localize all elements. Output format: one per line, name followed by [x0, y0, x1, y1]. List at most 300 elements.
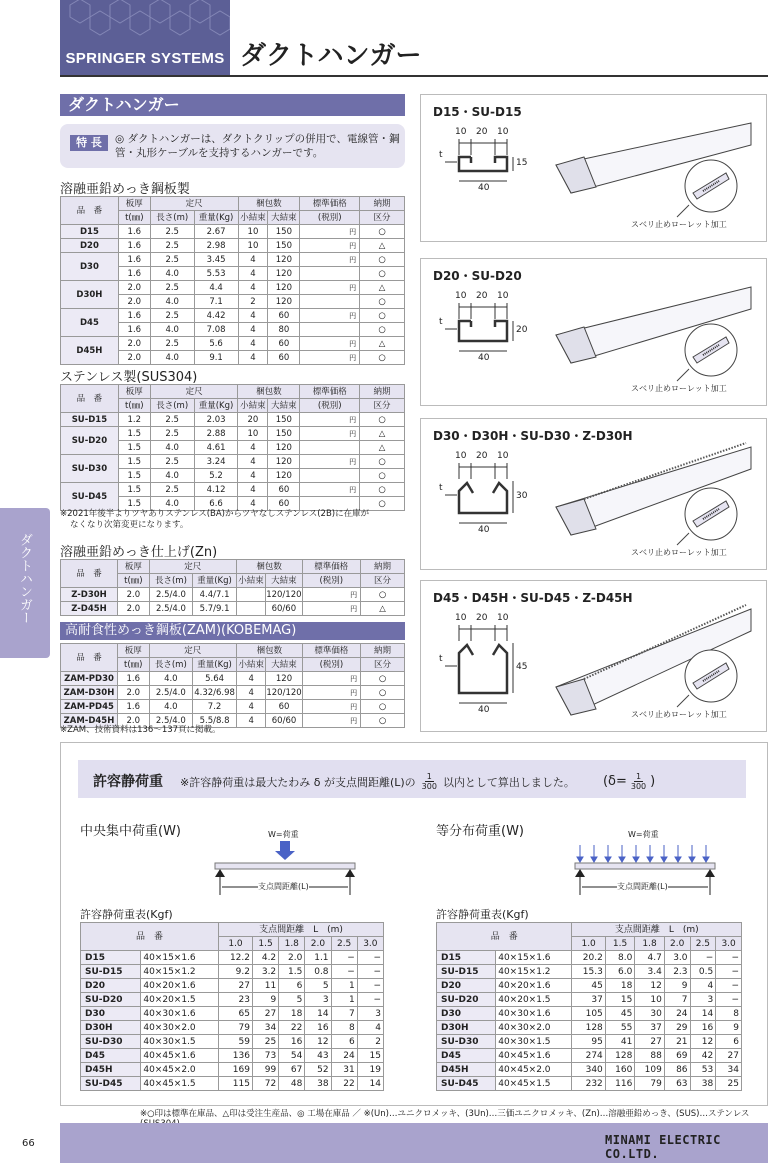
cell-load: 29 — [664, 1021, 690, 1035]
diagram-title: D30・D30H・SU-D30・Z-D30H — [433, 429, 633, 443]
cell-delivery: ○ — [360, 497, 405, 511]
table-row — [437, 993, 742, 1007]
cell-load: 14 — [357, 1077, 383, 1091]
th-delivery: 納期 — [361, 560, 405, 574]
cell-load: 72 — [252, 1077, 278, 1091]
section-title: ダクトハンガー — [60, 94, 405, 116]
stainless-note-line2: なくなり次第変更になります。 — [70, 520, 189, 530]
cell-price: 円 — [302, 700, 360, 714]
cell-part: D45 — [81, 1049, 141, 1063]
cell-part: D15 — [437, 951, 496, 965]
cell-thickness: 2.0 — [118, 351, 150, 365]
cell-part: SU-D15 — [61, 413, 119, 427]
dim-gap: 20 — [476, 127, 488, 137]
cell-large: 60/60 — [266, 602, 302, 616]
cell-load: 9.2 — [219, 965, 253, 979]
cell-load: − — [716, 951, 742, 965]
th-price-tax: (税別) — [302, 574, 361, 588]
th-part: 品 番 — [61, 385, 119, 413]
table-row — [61, 281, 405, 295]
central-w-label: W=荷重 — [268, 830, 299, 839]
table-row — [437, 1049, 742, 1063]
dim-height: 15 — [516, 158, 528, 168]
cell-price: 円 — [300, 455, 360, 469]
table-body — [61, 225, 405, 365]
th-price-tax: (税別) — [300, 211, 360, 225]
th-weight: 重量(Kg) — [193, 658, 237, 672]
cell-part: D45H — [61, 337, 119, 365]
cell-load: 41 — [605, 1035, 635, 1049]
central-span-label: 支点間距離(L) — [258, 882, 309, 891]
dim-width: 40 — [478, 705, 490, 715]
cell-load: 5 — [279, 993, 305, 1007]
cell-dimension: 40×20×1.5 — [496, 993, 572, 1007]
knurl-caption: スベリ止めローレット加工 — [631, 548, 727, 557]
cell-small: 4 — [237, 714, 266, 728]
cell-large: 120 — [268, 267, 300, 281]
support-right-icon — [705, 869, 715, 877]
cell-load: − — [331, 965, 357, 979]
cell-large: 60/60 — [266, 714, 302, 728]
load-title: 許容静荷重 — [93, 774, 163, 790]
cell-load: 37 — [572, 993, 605, 1007]
cell-load: 0.5 — [690, 965, 716, 979]
cell-load: 43 — [305, 1049, 331, 1063]
cell-weight: 4.32/6.98 — [194, 687, 235, 698]
dim-gap: 20 — [476, 613, 488, 623]
cell-delivery: ○ — [361, 588, 405, 602]
cell-thickness: 2.0 — [118, 281, 150, 295]
load-note-pre: ※許容静荷重は最大たわみ δ が支点間距離(L)の — [180, 775, 416, 789]
cell-price: 円 — [300, 225, 360, 239]
cell-load: 88 — [635, 1049, 665, 1063]
support-right-icon — [345, 869, 355, 877]
cell-large: 150 — [268, 239, 300, 253]
cell-length: 2.5/4.0 — [149, 714, 193, 728]
footer-note: ※○印は標準在庫品、△印は受注生産品、◎ 工場在庫品 ／ ※(Un)…ユニクロメッキ、(3Un)…三価ユニクロメッキ、(Zn)…溶融亜鉛めっき、(SUS)…ステンレス — [140, 1109, 750, 1119]
table-row — [437, 965, 742, 979]
cell-thickness: 1.6 — [118, 225, 150, 239]
cell-load: 12.2 — [219, 951, 253, 965]
cell-load: 15 — [357, 1049, 383, 1063]
cell-weight: 4.4 — [194, 281, 238, 295]
cell-delivery: ○ — [360, 267, 405, 281]
th-pack: 梱包数 — [238, 197, 300, 211]
cell-dimension: 40×15×1.6 — [496, 951, 572, 965]
th-fixed: 定尺 — [150, 197, 238, 211]
cell-delivery: ○ — [360, 309, 405, 323]
cell-load: 8 — [331, 1021, 357, 1035]
cell-dimension: 40×45×2.0 — [141, 1063, 219, 1077]
cell-thickness: 1.6 — [118, 309, 150, 323]
th-span-value: 2.5 — [331, 937, 357, 951]
table-row — [61, 686, 405, 700]
dim-thickness: t — [439, 317, 443, 327]
uniform-load-table — [436, 922, 742, 1091]
cell-thickness: 1.6 — [118, 267, 150, 281]
cell-price: 円 — [300, 337, 360, 351]
th-span-value: 2.5 — [690, 937, 716, 951]
th-fixed: 定尺 — [150, 385, 238, 399]
cell-weight: 2.03 — [194, 413, 238, 427]
cell-small: 4 — [238, 323, 268, 337]
th-price-tax: (税別) — [302, 658, 360, 672]
table-row — [61, 700, 405, 714]
central-load-title: 中央集中荷重(W) — [80, 824, 181, 839]
dim-lip-left: 10 — [455, 291, 467, 301]
cell-load: 27 — [252, 1007, 278, 1021]
cell-length: 2.5 — [150, 455, 194, 469]
cell-length: 2.5 — [150, 413, 194, 427]
th-span-value: 3.0 — [716, 937, 742, 951]
th-small: 小結束 — [238, 399, 268, 413]
cell-weight: 3.45 — [194, 253, 238, 267]
profile-diagram — [420, 580, 767, 732]
support-left-icon — [575, 869, 585, 877]
formula-pre: (δ= — [602, 774, 627, 789]
table-row — [437, 1077, 742, 1091]
cell-part: SU-D30 — [81, 1035, 141, 1049]
table1-title: 溶融亜鉛めっき鋼板製 — [60, 182, 190, 197]
cell-part: SU-D20 — [81, 993, 141, 1007]
fraction — [422, 772, 437, 791]
load-note — [180, 772, 655, 791]
stainless-note — [60, 509, 410, 531]
cell-price: 円 — [300, 351, 360, 365]
cell-load: 0.8 — [305, 965, 331, 979]
cell-load: 340 — [572, 1063, 605, 1077]
cell-load: 109 — [635, 1063, 665, 1077]
cell-part: D30 — [61, 253, 119, 281]
cell-delivery: ○ — [360, 225, 405, 239]
cell-load: 115 — [219, 1077, 253, 1091]
cell-thickness: 2.0 — [118, 602, 150, 616]
th-thickness: 板厚 — [117, 644, 149, 658]
cell-part: SU-D15 — [437, 965, 496, 979]
cell-large: 120 — [268, 253, 300, 267]
cell-load: 18 — [279, 1007, 305, 1021]
th-span-value: 1.8 — [635, 937, 665, 951]
cell-load: 9 — [664, 979, 690, 993]
cell-large: 80 — [268, 323, 300, 337]
cell-part: D45 — [61, 309, 119, 337]
cell-length: 4.0 — [150, 469, 194, 483]
cell-load: 24 — [664, 1007, 690, 1021]
cell-load: − — [716, 993, 742, 1007]
th-large: 大結束 — [266, 574, 302, 588]
cell-part: D30 — [437, 1007, 496, 1021]
central-table-title: 許容静荷重表(Kgf) — [80, 908, 173, 921]
table-head — [61, 644, 405, 672]
table-body — [61, 413, 405, 511]
cell-load: 12 — [635, 979, 665, 993]
cell-small: 4 — [238, 469, 268, 483]
diagram-title: D20・SU-D20 — [433, 269, 522, 283]
cell-load: 99 — [252, 1063, 278, 1077]
profile-diagram — [420, 94, 767, 242]
cell-weight: 5.64 — [193, 672, 237, 686]
cell-load: 11 — [252, 979, 278, 993]
company-logo: MINAMI ELECTRIC CO.LTD. — [605, 1133, 721, 1161]
cell-load: 22 — [279, 1021, 305, 1035]
cell-thickness: 1.5 — [118, 441, 150, 455]
cell-load: 15 — [605, 993, 635, 1007]
cell-thickness: 1.2 — [118, 413, 150, 427]
cell-dimension: 40×30×1.6 — [496, 1007, 572, 1021]
cell-load: 34 — [252, 1021, 278, 1035]
th-price: 標準価格 — [302, 644, 360, 658]
cell-load: 55 — [605, 1021, 635, 1035]
cell-delivery: ○ — [360, 253, 405, 267]
cell-load: 7 — [331, 1007, 357, 1021]
cell-weight: 7.2 — [193, 700, 237, 714]
cell-part: ZAM-PD45 — [61, 700, 118, 714]
cell-delivery: △ — [360, 239, 405, 253]
dim-lip-right: 10 — [497, 451, 509, 461]
cell-part: D30H — [81, 1021, 141, 1035]
th-fixed: 定尺 — [149, 644, 236, 658]
cell-part: D45H — [437, 1063, 496, 1077]
cell-small: 4 — [237, 686, 266, 700]
cell-load: 42 — [690, 1049, 716, 1063]
cell-load: 1 — [331, 979, 357, 993]
cell-weight: 4.12 — [194, 483, 238, 497]
table-row — [81, 993, 384, 1007]
table-row — [61, 427, 405, 441]
cell-part: Z-D45H — [61, 602, 118, 616]
hexagon-pattern-icon — [60, 0, 230, 40]
table-row — [437, 951, 742, 965]
cell-price — [300, 323, 360, 337]
cell-load: 20.2 — [572, 951, 605, 965]
uniform-span-label: 支点間距離(L) — [617, 882, 668, 891]
cell-load: 27 — [219, 979, 253, 993]
cell-part: ZAM-D45H — [61, 714, 118, 728]
cell-small: 4 — [238, 351, 268, 365]
th-part: 品 番 — [81, 923, 219, 951]
cell-dimension: 40×30×1.6 — [141, 1007, 219, 1021]
th-price: 標準価格 — [300, 385, 360, 399]
cell-large: 120 — [268, 455, 300, 469]
cell-small: 2 — [238, 295, 268, 309]
cell-small: 4 — [238, 253, 268, 267]
cell-load: 5 — [305, 979, 331, 993]
cell-load: 53 — [690, 1063, 716, 1077]
cell-small: 4 — [237, 672, 266, 686]
th-thickness: 板厚 — [118, 560, 150, 574]
cell-part: D20 — [61, 239, 119, 253]
cell-load: 21 — [664, 1035, 690, 1049]
table-row — [81, 951, 384, 965]
th-price: 標準価格 — [302, 560, 361, 574]
cell-delivery: △ — [360, 441, 405, 455]
cell-weight: 4.42 — [194, 309, 238, 323]
th-span: 支点間距離 L (m) — [572, 923, 742, 937]
table-row — [61, 602, 405, 616]
cell-load: − — [357, 993, 383, 1007]
cell-small: 10 — [238, 239, 268, 253]
cell-small: 4 — [238, 337, 268, 351]
load-note-post: 以内として算出しました。 — [442, 775, 575, 789]
page-title: ダクトハンガー — [240, 41, 422, 71]
cell-price — [300, 469, 360, 483]
cell-thickness: 2.0 — [117, 686, 149, 700]
table-row — [61, 337, 405, 351]
cell-length: 4.0 — [150, 323, 194, 337]
feature-text: ◎ ダクトハンガーは、ダクトクリップの併用で、電線管・鋼管・丸形ケーブルを支持するハンガーです。 — [115, 133, 400, 159]
th-span-value: 2.0 — [305, 937, 331, 951]
table2-title: ステンレス製(SUS304) — [60, 370, 198, 385]
beam — [575, 863, 715, 869]
th-span-value: 1.5 — [605, 937, 635, 951]
dim-gap: 20 — [476, 291, 488, 301]
cell-delivery: △ — [360, 281, 405, 295]
cell-dimension: 40×30×2.0 — [141, 1021, 219, 1035]
cell-length: 4.0 — [149, 700, 193, 714]
cell-load: 3 — [690, 993, 716, 1007]
brand-name: SPRINGER SYSTEMS — [65, 50, 225, 67]
cell-price — [300, 267, 360, 281]
cell-part: ZAM-D30H — [61, 686, 118, 700]
cell-load: 45 — [572, 979, 605, 993]
th-large: 大結束 — [266, 658, 302, 672]
cell-load: 63 — [664, 1077, 690, 1091]
cell-weight: 2.67 — [194, 225, 238, 239]
cell-large: 120/120 — [266, 687, 302, 698]
cell-thickness: 1.5 — [118, 427, 150, 441]
cell-price: 円 — [300, 427, 360, 441]
dim-height: 45 — [516, 662, 528, 672]
cell-load: 67 — [279, 1063, 305, 1077]
table-row — [81, 1035, 384, 1049]
cell-load: 15.3 — [572, 965, 605, 979]
cell-load: 2 — [357, 1035, 383, 1049]
th-part: 品 番 — [61, 197, 119, 225]
header-divider — [60, 75, 768, 77]
cell-load: 169 — [219, 1063, 253, 1077]
cell-load: 27 — [716, 1049, 742, 1063]
cell-dimension: 40×20×1.6 — [141, 979, 219, 993]
th-length: 長さ(m) — [150, 211, 194, 225]
support-left-icon — [215, 869, 225, 877]
cell-load: 116 — [605, 1077, 635, 1091]
cell-delivery: ○ — [361, 700, 405, 714]
th-weight: 重量(Kg) — [194, 399, 238, 413]
uniform-w-label: W=荷重 — [628, 830, 659, 839]
table-row — [437, 1063, 742, 1077]
zam-note: ※ZAM、技術資料は136〜137頁に掲載。 — [60, 725, 221, 735]
table-head — [437, 923, 742, 951]
table-row — [61, 588, 405, 602]
cell-small: 10 — [238, 225, 268, 239]
dim-width: 40 — [478, 353, 490, 363]
cell-price: 円 — [300, 281, 360, 295]
th-delivery: 納期 — [360, 197, 405, 211]
table-row — [437, 1021, 742, 1035]
cell-small: 4 — [238, 441, 268, 455]
cell-load: 25 — [252, 1035, 278, 1049]
cell-dimension: 40×20×1.6 — [496, 979, 572, 993]
cell-small — [236, 588, 265, 602]
th-span-value: 1.0 — [219, 937, 253, 951]
cell-large: 60 — [268, 497, 300, 511]
cell-thickness: 2.0 — [118, 295, 150, 309]
distributed-arrows-icon — [577, 845, 709, 862]
knurl-caption: スベリ止めローレット加工 — [631, 384, 727, 393]
cell-load: 14 — [690, 1007, 716, 1021]
cell-length: 4.0 — [150, 267, 194, 281]
cell-load: 19 — [357, 1063, 383, 1077]
diagram-title: D45・D45H・SU-D45・Z-D45H — [433, 591, 633, 605]
cell-part: SU-D15 — [81, 965, 141, 979]
cell-length: 2.5 — [150, 253, 194, 267]
knurl-caption: スベリ止めローレット加工 — [631, 220, 727, 229]
cell-weight: 5.6 — [194, 337, 238, 351]
cell-load: 6 — [279, 979, 305, 993]
cell-load: − — [357, 951, 383, 965]
cell-thickness: 2.0 — [117, 714, 149, 728]
table-row — [81, 979, 384, 993]
cell-load: 25 — [716, 1077, 742, 1091]
table-body — [437, 951, 742, 1091]
cell-thickness: 1.5 — [118, 469, 150, 483]
cell-weight: 2.88 — [194, 427, 238, 441]
dim-lip-left: 10 — [455, 613, 467, 623]
cell-length: 4.0 — [150, 295, 194, 309]
uniform-load-title: 等分布荷重(W) — [436, 824, 524, 839]
th-price: 標準価格 — [300, 197, 360, 211]
profile-diagram — [420, 258, 767, 406]
spec-table-zam — [60, 643, 405, 728]
cell-load: 6 — [716, 1035, 742, 1049]
th-span-value: 1.5 — [252, 937, 278, 951]
table-row — [61, 309, 405, 323]
cell-load: 12 — [305, 1035, 331, 1049]
cell-part: D20 — [437, 979, 496, 993]
cell-load: − — [331, 951, 357, 965]
formula-num: 1 — [635, 772, 642, 781]
spec-table-galvanized — [60, 196, 405, 365]
cell-load: 232 — [572, 1077, 605, 1091]
cell-load: 2.3 — [664, 965, 690, 979]
cell-price: 円 — [300, 253, 360, 267]
table3-title: 溶融亜鉛めっき仕上げ(Zn) — [60, 545, 218, 560]
th-small: 小結束 — [238, 575, 264, 586]
cell-price: 円 — [300, 483, 360, 497]
page-number: 66 — [22, 1138, 35, 1149]
cell-weight: 5.53 — [194, 267, 238, 281]
cell-large: 60 — [266, 700, 302, 714]
cell-load: 105 — [572, 1007, 605, 1021]
th-thickness: 板厚 — [118, 197, 150, 211]
table-row — [81, 1021, 384, 1035]
cell-load: 48 — [279, 1077, 305, 1091]
cell-load: 160 — [605, 1063, 635, 1077]
cell-load: 3.4 — [635, 965, 665, 979]
cell-small: 10 — [238, 427, 268, 441]
th-span-value: 2.0 — [664, 937, 690, 951]
cell-small: 4 — [238, 497, 268, 511]
cell-thickness: 1.6 — [117, 700, 149, 714]
cell-load: 3.2 — [252, 965, 278, 979]
fraction-num: 1 — [426, 772, 432, 781]
cell-dimension: 40×30×1.5 — [496, 1035, 572, 1049]
cell-load: 8 — [716, 1007, 742, 1021]
table-head — [61, 385, 405, 413]
th-span-value: 3.0 — [357, 937, 383, 951]
side-tab — [0, 508, 50, 658]
cell-part: D15 — [61, 225, 119, 239]
